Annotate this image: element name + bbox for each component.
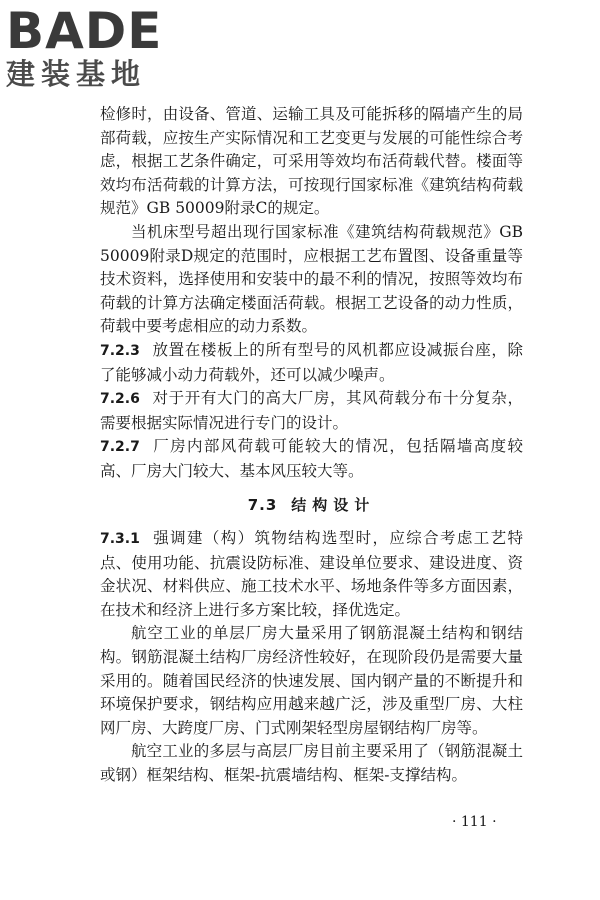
section-title: 结构设计	[291, 495, 376, 514]
clause-7-3-1	[100, 527, 523, 622]
page-content	[100, 103, 523, 788]
clause-number: 7.3.1	[100, 531, 140, 548]
section-heading	[100, 494, 523, 518]
logo-brand-text: BADE	[6, 2, 163, 60]
paragraph-single-storey: 航空工业的单层厂房大量采用了钢筋混凝土结构和钢结构。钢筋混凝土结构厂房经济性较好，在现阶段仍是需要大量采用的。随着国民经济的快速发展、国内钢产量的不断提升和环境保护要求，钢结构应用越来越广泛，涉及重型厂房、大柱网厂房、大跨度厂房、门式刚架轻型房屋钢结构厂房等。	[100, 624, 523, 737]
clause-text: 放置在楼板上的所有型号的风机都应设减振台座，除了能够减小动力荷载外，还可以减少噪声。	[100, 340, 523, 384]
clause-7-2-7	[100, 435, 523, 483]
clause-text: 强调建（构）筑物结构选型时，应综合考虑工艺特点、使用功能、抗震设防标准、建设单位要求、建设进度、资金状况、材料供应、施工技术水平、场地条件等多方面因素，在技术和经济上进行多方案比较，择优选定。	[100, 529, 523, 619]
paragraph-multi-storey: 航空工业的多层与高层厂房目前主要采用了（钢筋混凝土或钢）框架结构、框架-抗震墙结构、框架-支撑结构。	[100, 742, 523, 785]
section-number: 7.3	[247, 495, 278, 514]
clause-7-2-3	[100, 339, 523, 387]
logo-subtitle: 建装基地	[6, 57, 147, 91]
bade-logo	[6, 2, 176, 92]
clause-text: 厂房内部风荷载可能较大的情况，包括隔墙高度较高、厂房大门较大、基本风压较大等。	[100, 437, 523, 480]
paragraph-continued: 检修时，由设备、管道、运输工具及可能拆移的隔墙产生的局部荷载，应按生产实际情况和工艺变更与发展的可能性综合考虑，根据工艺条件确定，可采用等效均布活荷载代替。楼面等效均布活荷载的计算方法，可按现行国家标准《建筑结构荷载规范》GB 50009附录C的规定。	[100, 105, 523, 218]
clause-7-2-6	[100, 387, 523, 435]
clause-number: 7.2.7	[100, 439, 140, 456]
paragraph-machine-tool: 当机床型号超出现行国家标准《建筑结构荷载规范》GB 50009附录D规定的范围时，应根据工艺布置图、设备重量等技术资料，选择使用和安装中的最不利的情况，按照等效均布荷载的计算方法确定楼面活荷载。根据工艺设备的动力性质，荷载中要考虑相应的动力系数。	[100, 222, 523, 336]
clause-number: 7.2.6	[100, 391, 140, 408]
page-number: · 111 ·	[452, 814, 497, 830]
clause-number: 7.2.3	[100, 342, 140, 359]
clause-text: 对于开有大门的高大厂房，其风荷载分布十分复杂，需要根据实际情况进行专门的设计。	[100, 389, 523, 432]
